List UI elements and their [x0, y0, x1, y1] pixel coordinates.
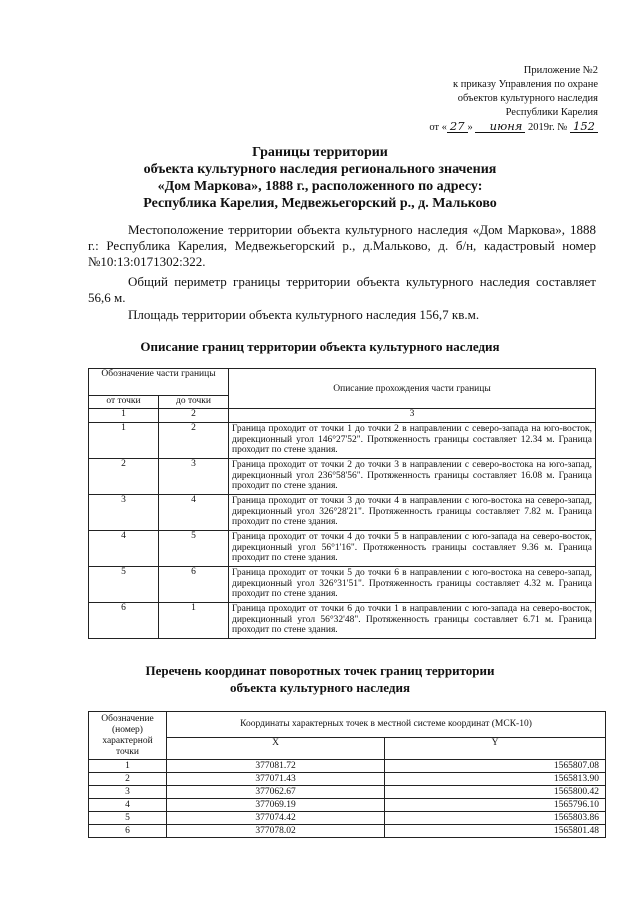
table-row: 6 1 Граница проходит от точки 6 до точки 1 в направлении с юго-запада на северо-восток, дирекционный угол 56°32'48". Протяженность границы составляет 6.71 м. Граница проходит по стене здания. [89, 603, 596, 639]
perimeter-paragraph: Общий периметр границы территории объекта культурного наследия составляет 56,6 м. [88, 274, 596, 305]
date-year: 2019г. № [528, 122, 568, 133]
area-paragraph: Площадь территории объекта культурного наследия 156,7 кв.м. [128, 307, 480, 322]
header-to: до точки [159, 396, 229, 409]
header-num: 2 [159, 409, 229, 423]
header-y: Y [385, 738, 606, 760]
coords-title-line: Перечень координат поворотных точек границ территории [145, 663, 495, 678]
coords-title-line: объекта культурного наследия [230, 680, 410, 695]
table-row: 5 377074.42 1565803.86 [89, 812, 606, 825]
title-line: «Дом Маркова», 1888 г., расположенного по адресу: [157, 179, 483, 194]
table-row: 4 377069.19 1565796.10 [89, 799, 606, 812]
appendix-line: к приказу Управления по охране [453, 79, 598, 90]
header-from: от точки [89, 396, 159, 409]
handwritten-month: июня [475, 120, 525, 133]
table-row: 3 377062.67 1565800.42 [89, 786, 606, 799]
header-point-designation: Обозначение (номер) характерной точки [89, 712, 167, 760]
appendix-line: Приложение №2 [523, 65, 598, 76]
boundary-table [88, 368, 596, 639]
table-row: 4 5 Граница проходит от точки 4 до точки 5 в направлении с юго-запада на северо-восток, дирекционный угол 56°1'16". Протяженность границы составляет 9.36 м. Граница проходит по стене здания. [89, 531, 596, 567]
coordinates-table [88, 711, 606, 838]
header-designation: Обозначение части границы [89, 369, 229, 396]
appendix-line: Республики Карелия [505, 107, 598, 118]
table-row: 2 3 Граница проходит от точки 2 до точки 3 в направлении с северо-востока на юго-запад, дирекционный угол 236°58'56". Протяженность границы составляет 16.08 м. Граница проходит по стене здания. [89, 459, 596, 495]
order-date-line [429, 120, 598, 135]
table-row: 1 377081.72 1565807.08 [89, 760, 606, 773]
header-coordinates: Координаты характерных точек в местной системе координат (МСК-10) [167, 712, 606, 738]
location-paragraph: Местоположение территории объекта культурного наследия «Дом Маркова», 1888 г.: Республика Карелия, Медвежьегорский р., д.Мальково, д. б/н, кадастровый номер №10:13:0171302:322. [88, 222, 596, 269]
header-x: X [167, 738, 385, 760]
date-prefix: от « [429, 122, 447, 133]
header-description: Описание прохождения части границы [229, 369, 596, 409]
table-row: 3 4 Граница проходит от точки 3 до точки 4 в направлении с юго-востока на северо-запад, дирекционный угол 326°28'21". Протяженность границы составляет 7.82 м. Граница проходит по стене здания. [89, 495, 596, 531]
boundary-section-title: Описание границ территории объекта культурного наследия [140, 339, 500, 354]
handwritten-day: 27 [447, 120, 468, 133]
coords-section-title [0, 662, 640, 696]
appendix-line: объектов культурного наследия [457, 93, 598, 104]
handwritten-order-number: 152 [570, 120, 598, 133]
date-mid: » [467, 122, 473, 133]
header-num: 3 [229, 409, 596, 423]
table-row: 1 2 Граница проходит от точки 1 до точки 2 в направлении с северо-запада на юго-восток, дирекционный угол 146°27'52". Протяженность границы составляет 12.34 м. Граница проходит по стене здания. [89, 423, 596, 459]
table-row: 2 377071.43 1565813.90 [89, 773, 606, 786]
table-row: 6 377078.02 1565801.48 [89, 825, 606, 838]
title-line: объекта культурного наследия регионального значения [143, 162, 497, 177]
title-line: Республика Карелия, Медвежьегорский р., д. Мальково [143, 196, 497, 211]
title-line: Границы территории [252, 145, 388, 160]
appendix-header [429, 64, 598, 135]
header-num: 1 [89, 409, 159, 423]
document-title [0, 144, 640, 212]
table-row: 5 6 Граница проходит от точки 5 до точки 6 в направлении с юго-востока на северо-запад, дирекционный угол 326°31'51". Протяженность границы составляет 4.32 м. Граница проходит по стене здания. [89, 567, 596, 603]
